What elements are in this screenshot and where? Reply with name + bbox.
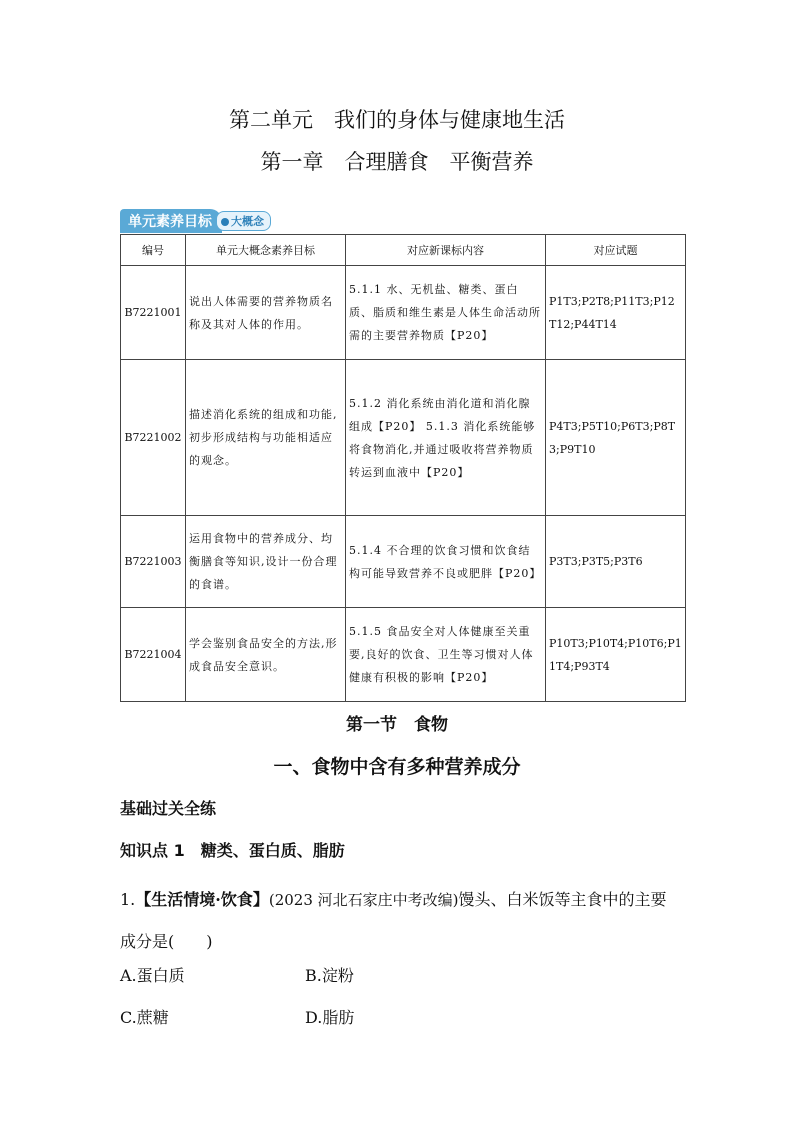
header-items: 对应试题 bbox=[546, 235, 686, 266]
big-concept-tag bbox=[216, 211, 271, 231]
option-d[interactable]: D.脂肪 bbox=[305, 1008, 355, 1027]
section-subtitle: 一、食物中含有多种营养成分 bbox=[273, 756, 521, 778]
table-row bbox=[121, 608, 686, 702]
row-items: P3T3;P3T5;P3T6 bbox=[546, 516, 686, 608]
row-goal: 描述消化系统的组成和功能,初步形成结构与功能相适应的观念。 bbox=[186, 360, 346, 516]
row-goal: 说出人体需要的营养物质名称及其对人体的作用。 bbox=[186, 266, 346, 360]
knowledge-point-heading: 知识点 1 糖类、蛋白质、脂肪 bbox=[120, 841, 345, 860]
unit-title: 第二单元 我们的身体与健康地生活 bbox=[229, 108, 565, 132]
question-stem: 馒头、白米饭等主食中的主要成分是( ) bbox=[120, 890, 667, 951]
option-a[interactable]: A.蛋白质 bbox=[120, 966, 185, 985]
row-goal: 学会鉴别食品安全的方法,形成食品安全意识。 bbox=[186, 608, 346, 702]
row-standard: 5.1.1 水、无机盐、糖类、蛋白质、脂质和维生素是人体生命活动所需的主要营养物质【P20】 bbox=[346, 266, 546, 360]
row-items: P10T3;P10T4;P10T6;P11T4;P93T4 bbox=[546, 608, 686, 702]
row-id: B7221004 bbox=[121, 608, 186, 702]
row-id: B7221003 bbox=[121, 516, 186, 608]
question-1 bbox=[120, 879, 680, 963]
question-context-label: 【生活情境·饮食】 bbox=[135, 890, 269, 909]
table-header-row bbox=[121, 235, 686, 266]
header-id: 编号 bbox=[121, 235, 186, 266]
table-row bbox=[121, 360, 686, 516]
chapter-title: 第一章 合理膳食 平衡营养 bbox=[260, 150, 534, 174]
row-items: P1T3;P2T8;P11T3;P12T12;P44T14 bbox=[546, 266, 686, 360]
table-row bbox=[121, 266, 686, 360]
practice-heading: 基础过关全练 bbox=[120, 799, 217, 818]
section-title: 第一节 食物 bbox=[346, 715, 448, 735]
row-standard: 5.1.2 消化系统由消化道和消化腺组成【P20】 5.1.3 消化系统能够将食物消化,并通过吸收将营养物质转运到血液中【P20】 bbox=[346, 360, 546, 516]
header-standard: 对应新课标内容 bbox=[346, 235, 546, 266]
option-b[interactable]: B.淀粉 bbox=[305, 966, 354, 985]
question-source: (2023 河北石家庄中考改编) bbox=[268, 891, 459, 909]
row-standard: 5.1.4 不合理的饮食习惯和饮食结构可能导致营养不良或肥胖【P20】 bbox=[346, 516, 546, 608]
row-id: B7221001 bbox=[121, 266, 186, 360]
row-goal: 运用食物中的营养成分、均衡膳食等知识,设计一份合理的食谱。 bbox=[186, 516, 346, 608]
row-id: B7221002 bbox=[121, 360, 186, 516]
header-goal: 单元大概念素养目标 bbox=[186, 235, 346, 266]
question-number: 1. bbox=[120, 890, 136, 909]
row-items: P4T3;P5T10;P6T3;P8T3;P9T10 bbox=[546, 360, 686, 516]
objectives-table bbox=[120, 234, 686, 702]
big-concept-text: 大概念 bbox=[231, 214, 264, 228]
concept-icon bbox=[221, 218, 229, 226]
unit-objectives-banner bbox=[120, 208, 271, 233]
banner-label: 单元素养目标 bbox=[120, 209, 222, 233]
option-c[interactable]: C.蔗糖 bbox=[120, 1008, 169, 1027]
table-row bbox=[121, 516, 686, 608]
row-standard: 5.1.5 食品安全对人体健康至关重要,良好的饮食、卫生等习惯对人体健康有积极的影响【P20】 bbox=[346, 608, 546, 702]
